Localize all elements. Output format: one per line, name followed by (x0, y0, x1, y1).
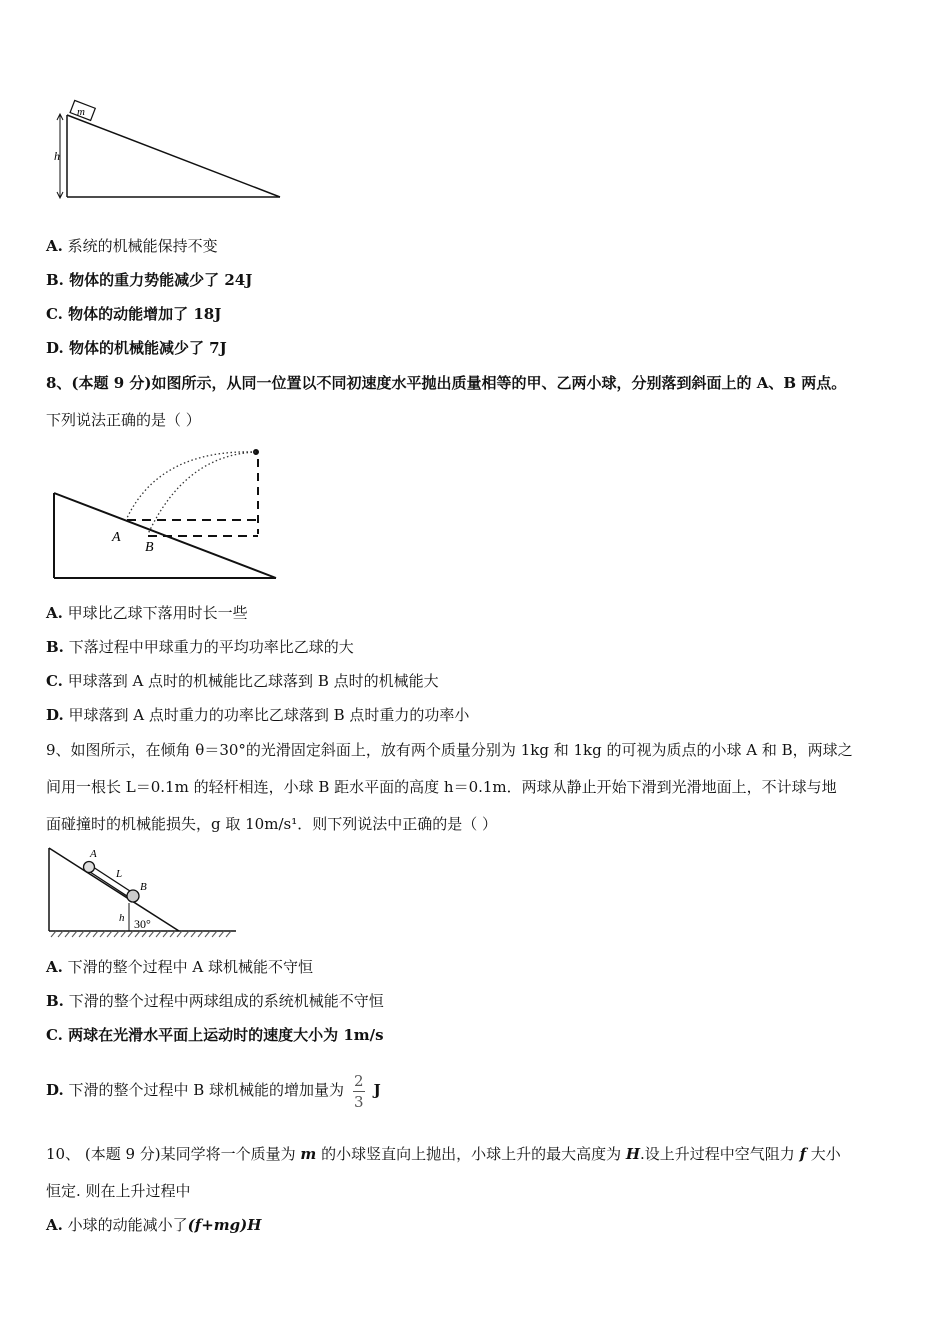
q10-stem-line2: 恒定. 则在上升过程中 (46, 1182, 191, 1200)
q8-option-d: D. 甲球落到 A 点时重力的功率比乙球落到 B 点时重力的功率小 (46, 706, 470, 724)
q8-option-a: A. 甲球比乙球下落用时长一些 (46, 604, 248, 622)
fig2-label-a: A (112, 530, 121, 545)
fig3-label-h: h (119, 912, 125, 924)
q9-stem-line2: 间用一根长 L＝0.1m 的轻杆相连，小球 B 距水平面的高度 h＝0.1m．两球从静止开始下滑到光滑地面上，不计球与地 (46, 778, 837, 796)
q9-option-b: B. 下滑的整个过程中两球组成的系统机械能不守恒 (46, 992, 384, 1010)
q8-option-b: B. 下落过程中甲球重力的平均功率比乙球的大 (46, 638, 354, 656)
fig3-label-a: A (90, 848, 97, 860)
q8-stem-line1: 8、(本题 9 分)如图所示，从同一位置以不同初速度水平抛出质量相等的甲、乙两小球，分别落到斜面上的 A、B 两点。 (46, 374, 847, 392)
q8-option-c: C. 甲球落到 A 点时的机械能比乙球落到 B 点时的机械能大 (46, 672, 439, 690)
q9-option-c: C. 两球在光滑水平面上运动时的速度大小为 1m/s (46, 1026, 384, 1044)
q10-stem-line1: 10、 (本题 9 分)某同学将一个质量为 m 的小球竖直向上抛出，小球上升的最大高度为 H.设上升过程中空气阻力 f 大小 (46, 1145, 841, 1163)
fraction-two-thirds: $\frac{2}{3}$ (354, 1071, 364, 1111)
q9-option-a: A. 下滑的整个过程中 A 球机械能不守恒 (46, 958, 314, 976)
q7-option-c: C. 物体的动能增加了 18J (46, 305, 222, 323)
q7-option-b: B. 物体的重力势能减少了 24J (46, 271, 253, 289)
figure-projectile-incline (50, 445, 290, 585)
q10-option-a: A. 小球的动能减小了(f+mg)H (46, 1216, 262, 1234)
fig3-label-l: L (116, 868, 123, 880)
q9-stem-line3: 面碰撞时的机械能损失，g 取 10m/s¹．则下列说法中正确的是（ ） (46, 815, 497, 833)
q9-stem-line1: 9、如图所示，在倾角 θ＝30°的光滑固定斜面上，放有两个质量分别为 1kg 和 1kg 的可视为质点的小球 A 和 B，两球之 (46, 741, 853, 759)
q7-option-d: D. 物体的机械能减少了 7J (46, 339, 227, 357)
q9-option-d: D. 下滑的整个过程中 B 球机械能的增加量为 $\frac{2}{3}$ J (46, 1071, 381, 1111)
fig1-height-label: h (54, 149, 60, 163)
q7-option-a: A. 系统的机械能保持不变 (46, 237, 218, 255)
fig2-label-b: B (145, 540, 154, 555)
fig3-label-b: B (140, 881, 147, 893)
figure-incline-block (40, 100, 290, 205)
figure-two-balls-incline (46, 845, 241, 940)
q8-stem-line2: 下列说法正确的是（ ） (46, 411, 201, 429)
fig3-label-angle: 30° (134, 917, 151, 931)
fig1-mass-label: m (77, 106, 85, 118)
